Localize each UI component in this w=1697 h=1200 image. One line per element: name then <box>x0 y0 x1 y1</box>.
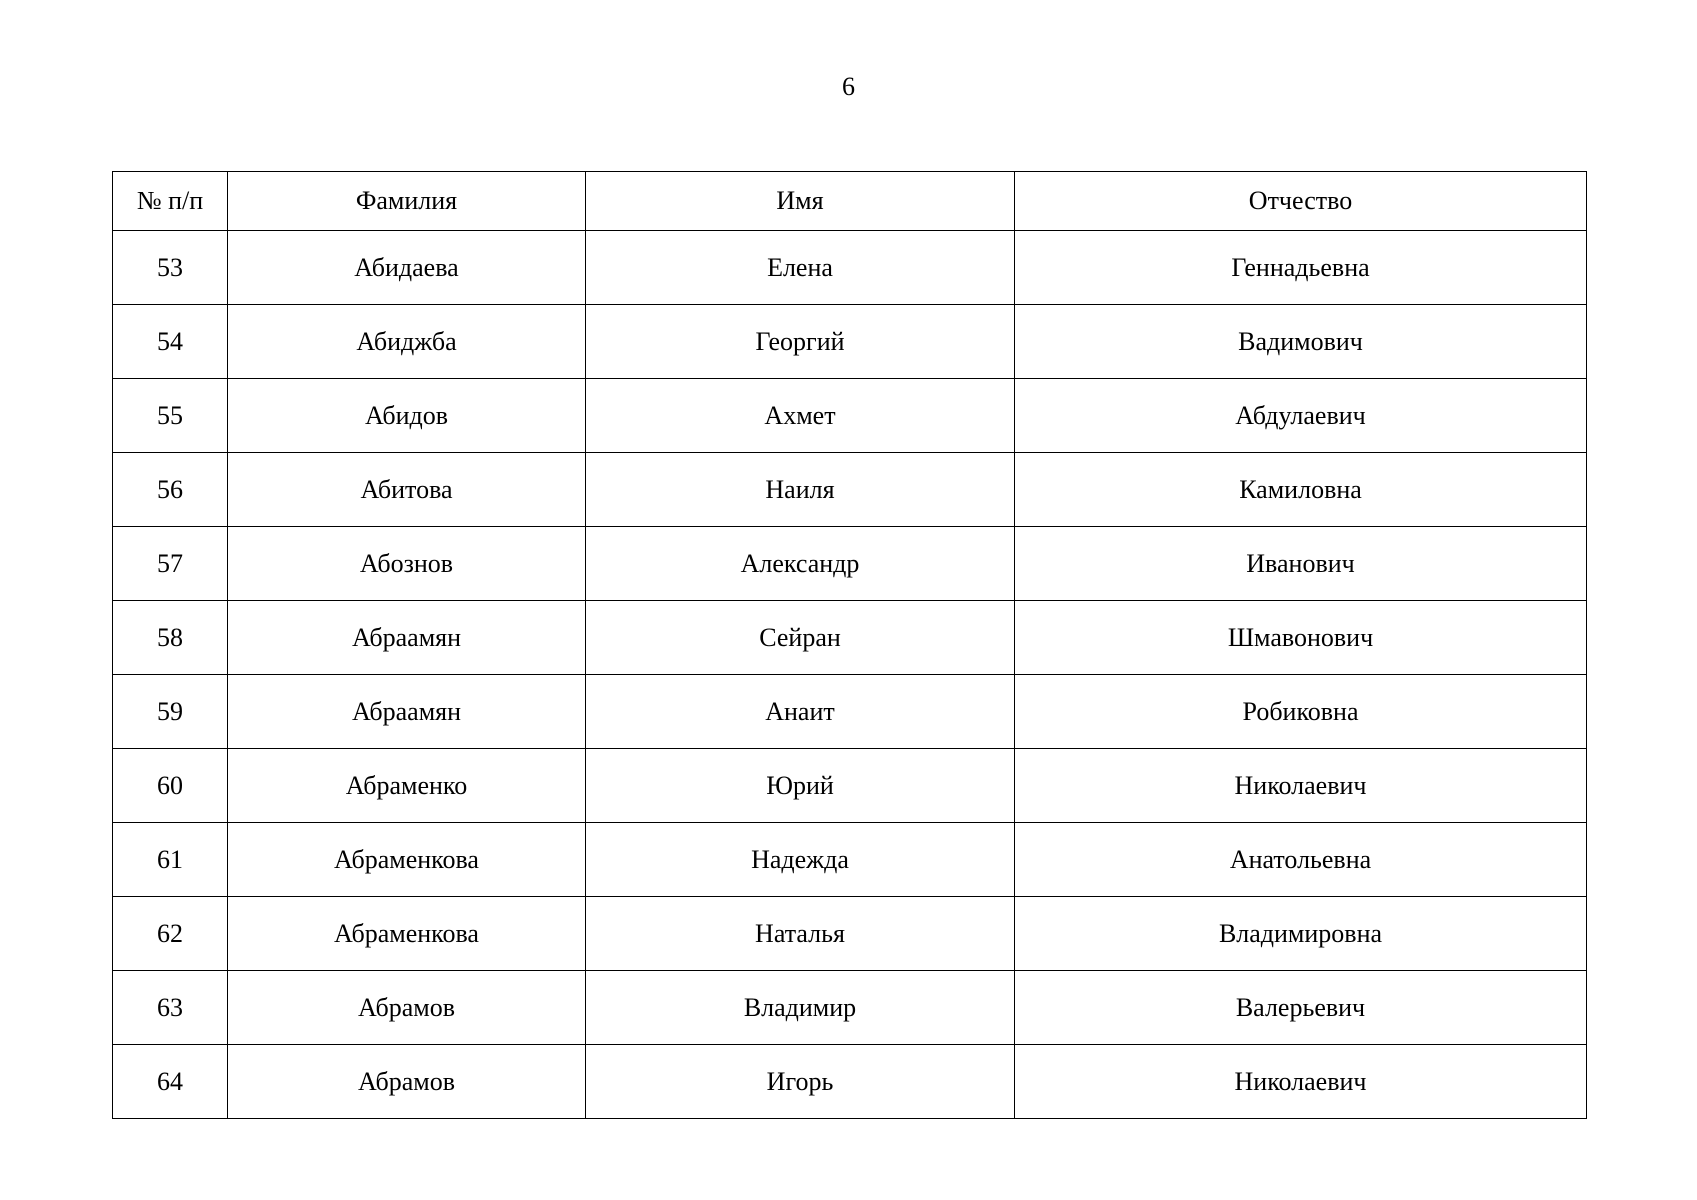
cell-number: 61 <box>113 823 228 897</box>
cell-last-name: Абиджба <box>228 305 586 379</box>
table-body <box>113 231 1587 1119</box>
cell-last-name: Абраменкова <box>228 823 586 897</box>
table-row <box>113 601 1587 675</box>
header-number: № п/п <box>113 172 228 231</box>
cell-patronymic: Абдулаевич <box>1015 379 1587 453</box>
cell-first-name: Георгий <box>586 305 1015 379</box>
table-row <box>113 749 1587 823</box>
cell-number: 57 <box>113 527 228 601</box>
cell-number: 56 <box>113 453 228 527</box>
cell-number: 60 <box>113 749 228 823</box>
table-row <box>113 823 1587 897</box>
cell-last-name: Абрамов <box>228 971 586 1045</box>
cell-number: 64 <box>113 1045 228 1119</box>
cell-patronymic: Владимировна <box>1015 897 1587 971</box>
header-patronymic: Отчество <box>1015 172 1587 231</box>
cell-first-name: Юрий <box>586 749 1015 823</box>
cell-last-name: Абраамян <box>228 675 586 749</box>
cell-last-name: Абраамян <box>228 601 586 675</box>
cell-first-name: Наталья <box>586 897 1015 971</box>
header-row <box>113 172 1587 231</box>
cell-patronymic: Шмавонович <box>1015 601 1587 675</box>
cell-number: 54 <box>113 305 228 379</box>
cell-first-name: Игорь <box>586 1045 1015 1119</box>
table-row <box>113 897 1587 971</box>
cell-patronymic: Валерьевич <box>1015 971 1587 1045</box>
cell-patronymic: Геннадьевна <box>1015 231 1587 305</box>
cell-first-name: Анаит <box>586 675 1015 749</box>
table-row <box>113 453 1587 527</box>
cell-last-name: Абраменко <box>228 749 586 823</box>
cell-patronymic: Анатольевна <box>1015 823 1587 897</box>
table-row <box>113 1045 1587 1119</box>
cell-patronymic: Николаевич <box>1015 749 1587 823</box>
table-header <box>113 172 1587 231</box>
cell-number: 58 <box>113 601 228 675</box>
cell-first-name: Александр <box>586 527 1015 601</box>
cell-last-name: Абидов <box>228 379 586 453</box>
cell-last-name: Абидаева <box>228 231 586 305</box>
table-row <box>113 971 1587 1045</box>
page-number: 6 <box>842 72 855 101</box>
cell-number: 59 <box>113 675 228 749</box>
cell-last-name: Абитова <box>228 453 586 527</box>
cell-first-name: Надежда <box>586 823 1015 897</box>
cell-number: 53 <box>113 231 228 305</box>
cell-last-name: Абознов <box>228 527 586 601</box>
table-row <box>113 305 1587 379</box>
cell-first-name: Елена <box>586 231 1015 305</box>
cell-patronymic: Николаевич <box>1015 1045 1587 1119</box>
cell-patronymic: Иванович <box>1015 527 1587 601</box>
cell-last-name: Абрамов <box>228 1045 586 1119</box>
cell-number: 62 <box>113 897 228 971</box>
header-last-name: Фамилия <box>228 172 586 231</box>
cell-first-name: Сейран <box>586 601 1015 675</box>
cell-patronymic: Вадимович <box>1015 305 1587 379</box>
cell-number: 55 <box>113 379 228 453</box>
cell-first-name: Ахмет <box>586 379 1015 453</box>
cell-patronymic: Робиковна <box>1015 675 1587 749</box>
cell-patronymic: Камиловна <box>1015 453 1587 527</box>
header-first-name: Имя <box>586 172 1015 231</box>
cell-number: 63 <box>113 971 228 1045</box>
roster-table <box>112 171 1587 1119</box>
cell-first-name: Владимир <box>586 971 1015 1045</box>
table-row <box>113 527 1587 601</box>
table-row <box>113 231 1587 305</box>
cell-first-name: Наиля <box>586 453 1015 527</box>
table-row <box>113 379 1587 453</box>
cell-last-name: Абраменкова <box>228 897 586 971</box>
table-row <box>113 675 1587 749</box>
